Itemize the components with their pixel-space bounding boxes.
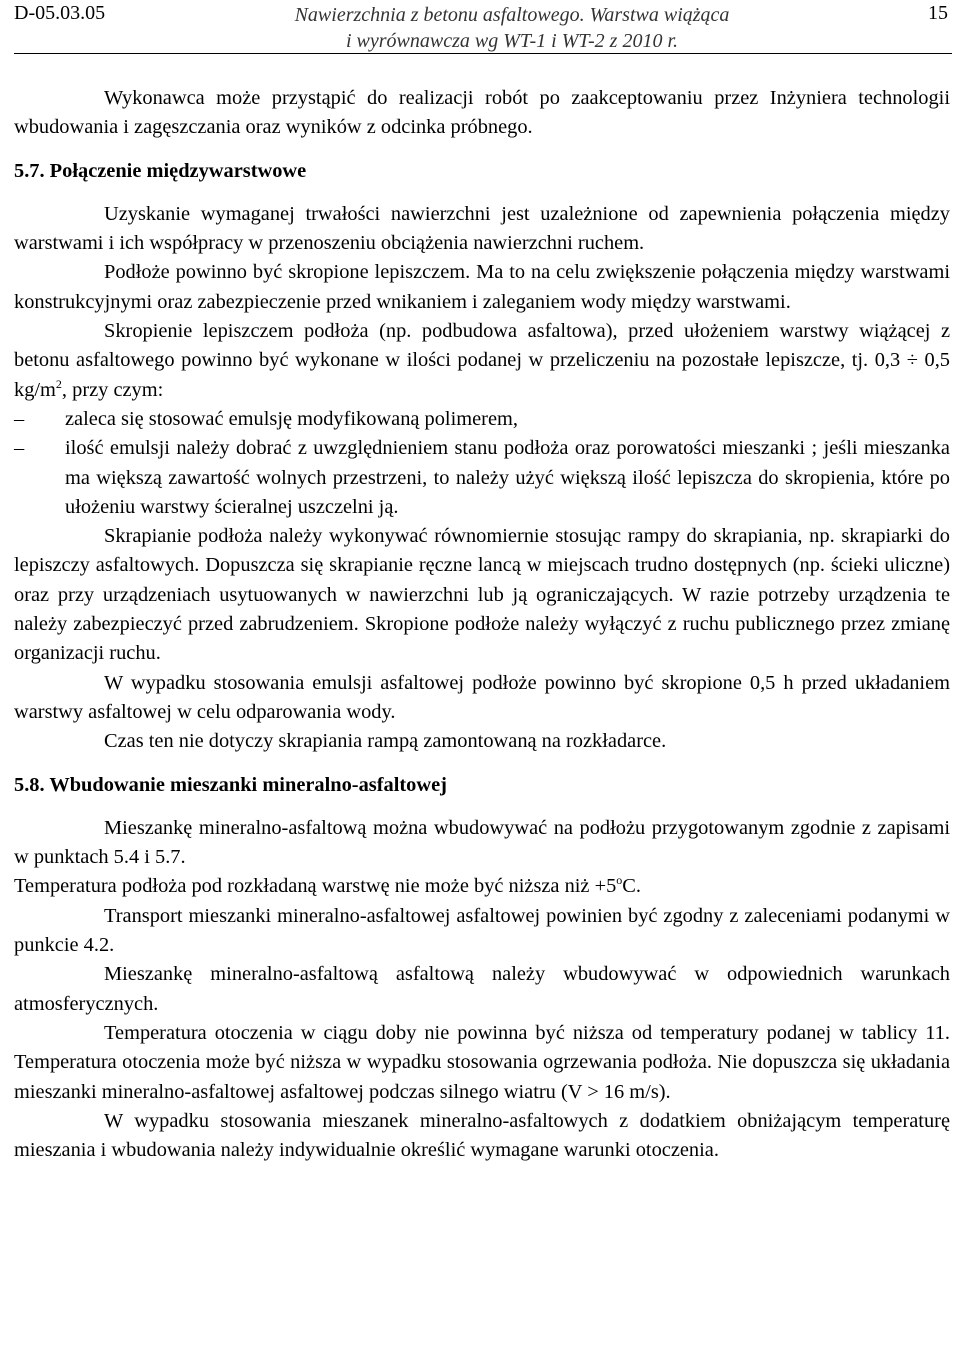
paragraph: Temperatura otoczenia w ciągu doby nie powinna być niższa od temperatury podanej w tablicy 11. Temperatura otoczenia może być niższa w wypadku stosowania ogrzewania podłoża. Nie dopuszcza się układania mieszanki mineralno-asfaltowej asfaltowej podczas silnego wiatru (V > 16 m/s). bbox=[14, 1021, 950, 1103]
section-heading-5-7: 5.7. Połączenie międzywarstwowe bbox=[14, 159, 307, 182]
paragraph-text: Temperatura podłoża pod rozkładaną warstwę nie może być niższa niż +5 bbox=[14, 875, 617, 898]
bullet-dash: – bbox=[14, 437, 25, 460]
paragraph-text: C. bbox=[622, 875, 641, 898]
bullet-item bbox=[14, 434, 950, 522]
bullet-dash: – bbox=[14, 407, 25, 430]
header-title-line-2: i wyrównawcza wg WT-1 i WT-2 z 2010 r. bbox=[345, 30, 679, 52]
paragraph: Mieszankę mineralno-asfaltową można wbudowywać na podłożu przygotowanym zgodnie z zapisami w punktach 5.4 i 5.7. bbox=[14, 816, 950, 869]
paragraph: Transport mieszanki mineralno-asfaltowej asfaltowej powinien być zgodny z zaleceniami podanymi w punkcie 4.2. bbox=[14, 904, 950, 957]
page-number: 15 bbox=[928, 2, 948, 24]
intro-paragraph: Wykonawca może przystąpić do realizacji robót po zaakceptowaniu przez Inżyniera technologii wbudowania i zagęszczania oraz wyników z odcinka próbnego. bbox=[14, 87, 950, 139]
paragraph: Uzyskanie wymaganej trwałości nawierzchni jest uzależnione od zapewnienia połączenia między warstwami i ich współpracy w przenoszeniu obciążenia nawierzchni ruchem. bbox=[14, 202, 950, 255]
header-title bbox=[232, 2, 792, 54]
paragraph-text: , przy czym: bbox=[61, 378, 164, 401]
page-header bbox=[14, 2, 952, 54]
bullet-text: ilość emulsji należy dobrać z uwzględnieniem stanu podłoża oraz porowatości mieszanki ; jeśli mieszanka ma większą zawartość wolnych przestrzeni, to należy użyć większą ilość lepiszcza do skropienia, które po ułożeniu warstwy ścieralnej uszczelni ją. bbox=[65, 437, 950, 518]
header-divider bbox=[14, 53, 952, 54]
paragraph-text: Skropienie lepiszczem podłoża (np. podbudowa asfaltowa), przed ułożeniem warstwy wiążącej z betonu asfaltowego powinno być wykonane w ilości podanej w przeliczeniu na pozostałe lepiszcze, tj. 0,3 ÷ 0,5 kg/m bbox=[14, 320, 950, 401]
bullet-text: zaleca się stosować emulsję modyfikowaną polimerem, bbox=[65, 407, 518, 430]
spec-code: D-05.03.05 bbox=[14, 2, 106, 24]
paragraph: W wypadku stosowania emulsji asfaltowej podłoże powinno być skropione 0,5 h przed układaniem warstwy asfaltowej w celu odparowania wody. bbox=[14, 671, 950, 723]
document-body bbox=[14, 84, 950, 1165]
degree-superscript: o bbox=[616, 873, 623, 888]
paragraph bbox=[14, 317, 950, 405]
section-heading-5-8: 5.8. Wbudowanie mieszanki mineralno-asfaltowej bbox=[14, 773, 447, 796]
paragraph bbox=[14, 872, 950, 901]
paragraph: Mieszankę mineralno-asfaltową asfaltową należy wbudowywać w odpowiednich warunkach atmosferycznych. bbox=[14, 963, 950, 1015]
paragraph: W wypadku stosowania mieszanek mineralno-asfaltowych z dodatkiem obniżającym temperaturę mieszania i wbudowania należy indywidualnie określić wymagane warunki otoczenia. bbox=[14, 1109, 950, 1162]
header-title-line-1: Nawierzchnia z betonu asfaltowego. Warstwa wiążąca bbox=[294, 4, 730, 26]
paragraph: Skrapianie podłoża należy wykonywać równomiernie stosując rampy do skrapiania, np. skrapiarki do lepiszczy asfaltowych. Dopuszcza się skrapianie ręczne lancą w miejscach trudno dostępnych (np. ścieki uliczne) oraz przy urządzeniach usytuowanych w nawierzchni lub ją ograniczających. W razie potrzeby urządzenia te należy zabezpieczyć przed zabrudzeniem. Skropione podłoże należy wyłączyć z ruchu publicznego przez zmianę organizacji ruchu. bbox=[14, 525, 950, 665]
bullet-item bbox=[14, 405, 950, 434]
paragraph: Podłoże powinno być skropione lepiszczem. Ma to na celu zwiększenie połączenia między warstwami konstrukcyjnymi oraz zabezpieczenie przed wnikaniem i zaleganiem wody między warstwami. bbox=[14, 261, 950, 313]
paragraph: Czas ten nie dotyczy skrapiania rampą zamontowaną na rozkładarce. bbox=[104, 730, 667, 753]
superscript: 2 bbox=[55, 376, 62, 391]
